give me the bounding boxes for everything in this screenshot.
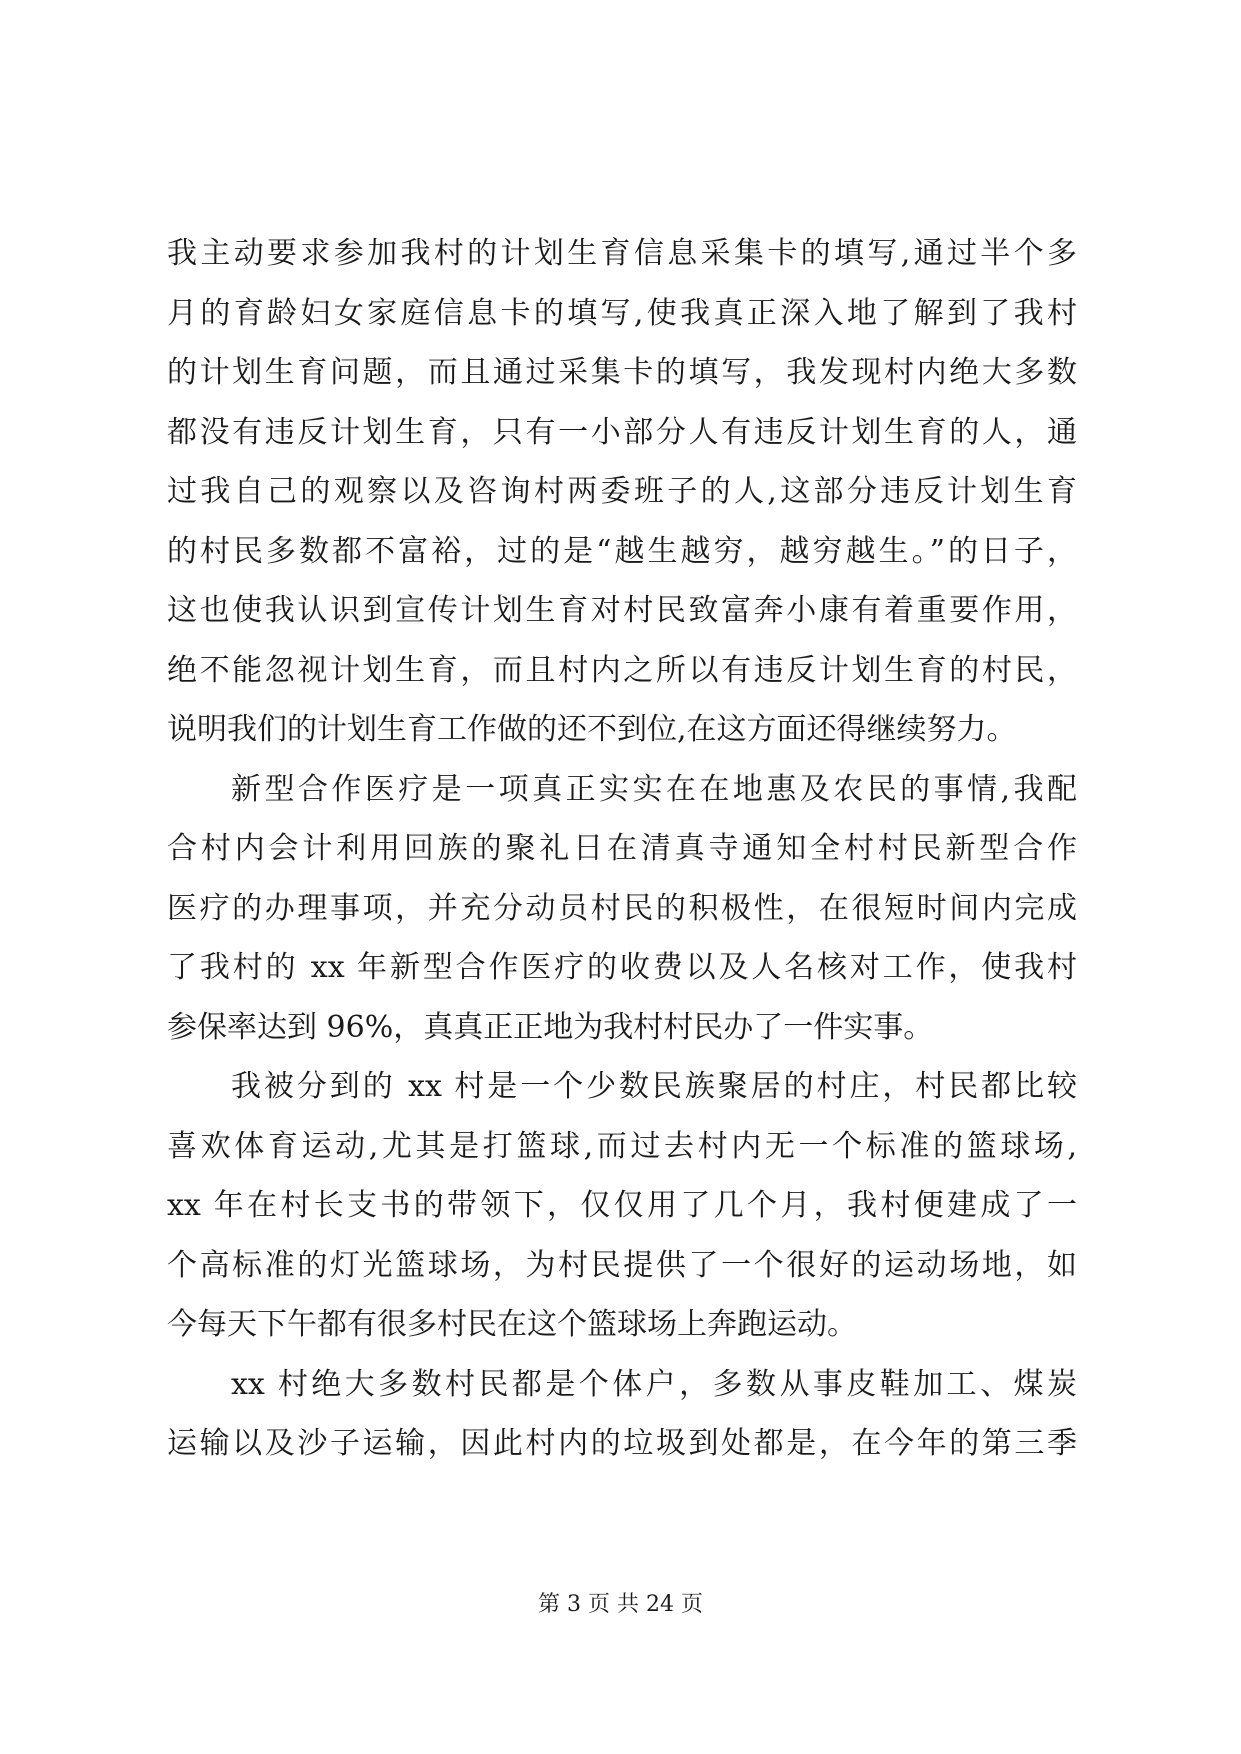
page-footer: 第 3 页 共 24 页 bbox=[538, 1592, 703, 1617]
paragraph-first-line: 新型合作医疗是一项真正实实在在地惠及农民的事情,我配 bbox=[231, 771, 1077, 807]
text-line: 医疗的办理事项，并充分动员村民的积极性，在很短时间内完成 bbox=[167, 890, 1077, 926]
text-line: 我主动要求参加我村的计划生育信息采集卡的填写,通过半个多 bbox=[167, 236, 1077, 271]
text-line: 说明我们的计划生育工作做的还不到位,在这方面还得继续努力。 bbox=[167, 712, 1017, 747]
paragraph-first-line: 我被分到的 xx 村是一个少数民族聚居的村庄，村民都比较 bbox=[231, 1069, 1077, 1104]
text-line: 的村民多数都不富裕，过的是“越生越穷，越穷越生。”的日子， bbox=[167, 533, 1077, 569]
text-line: 这也使我认识到宣传计划生育对村民致富奔小康有着重要作用， bbox=[167, 593, 1077, 628]
text-line: 个高标准的灯光篮球场，为村民提供了一个很好的运动场地，如 bbox=[167, 1247, 1077, 1283]
text-line: 了我村的 xx 年新型合作医疗的收费以及人名核对工作，使我村 bbox=[167, 950, 1077, 985]
text-line: 参保率达到 96%，真真正正地为我村村民办了一件实事。 bbox=[167, 1009, 934, 1045]
text-line: 合村内会计利用回族的聚礼日在清真寺通知全村村民新型合作 bbox=[167, 831, 1077, 866]
text-line: 绝不能忽视计划生育，而且村内之所以有违反计划生育的村民， bbox=[167, 652, 1077, 688]
text-line: 都没有违反计划生育，只有一小部分人有违反计划生育的人，通 bbox=[167, 414, 1077, 450]
text-line: 运输以及沙子运输，因此村内的垃圾到处都是，在今年的第三季 bbox=[167, 1426, 1077, 1461]
text-line: 过我自己的观察以及咨询村两委班子的人,这部分违反计划生育 bbox=[167, 474, 1077, 509]
text-line: 月的育龄妇女家庭信息卡的填写,使我真正深入地了解到了我村 bbox=[167, 295, 1077, 331]
body-text bbox=[167, 224, 1077, 1474]
text-line: 今每天下午都有很多村民在这个篮球场上奔跑运动。 bbox=[167, 1307, 857, 1342]
text-line: 喜欢体育运动,尤其是打篮球,而过去村内无一个标准的篮球场, bbox=[167, 1128, 1077, 1164]
text-line: xx 年在村长支书的带领下，仅仅用了几个月，我村便建成了一 bbox=[167, 1188, 1077, 1223]
paragraph-first-line: xx 村绝大多数村民都是个体户，多数从事皮鞋加工、煤炭 bbox=[231, 1366, 1077, 1402]
text-line: 的计划生育问题，而且通过采集卡的填写，我发现村内绝大多数 bbox=[167, 355, 1077, 390]
